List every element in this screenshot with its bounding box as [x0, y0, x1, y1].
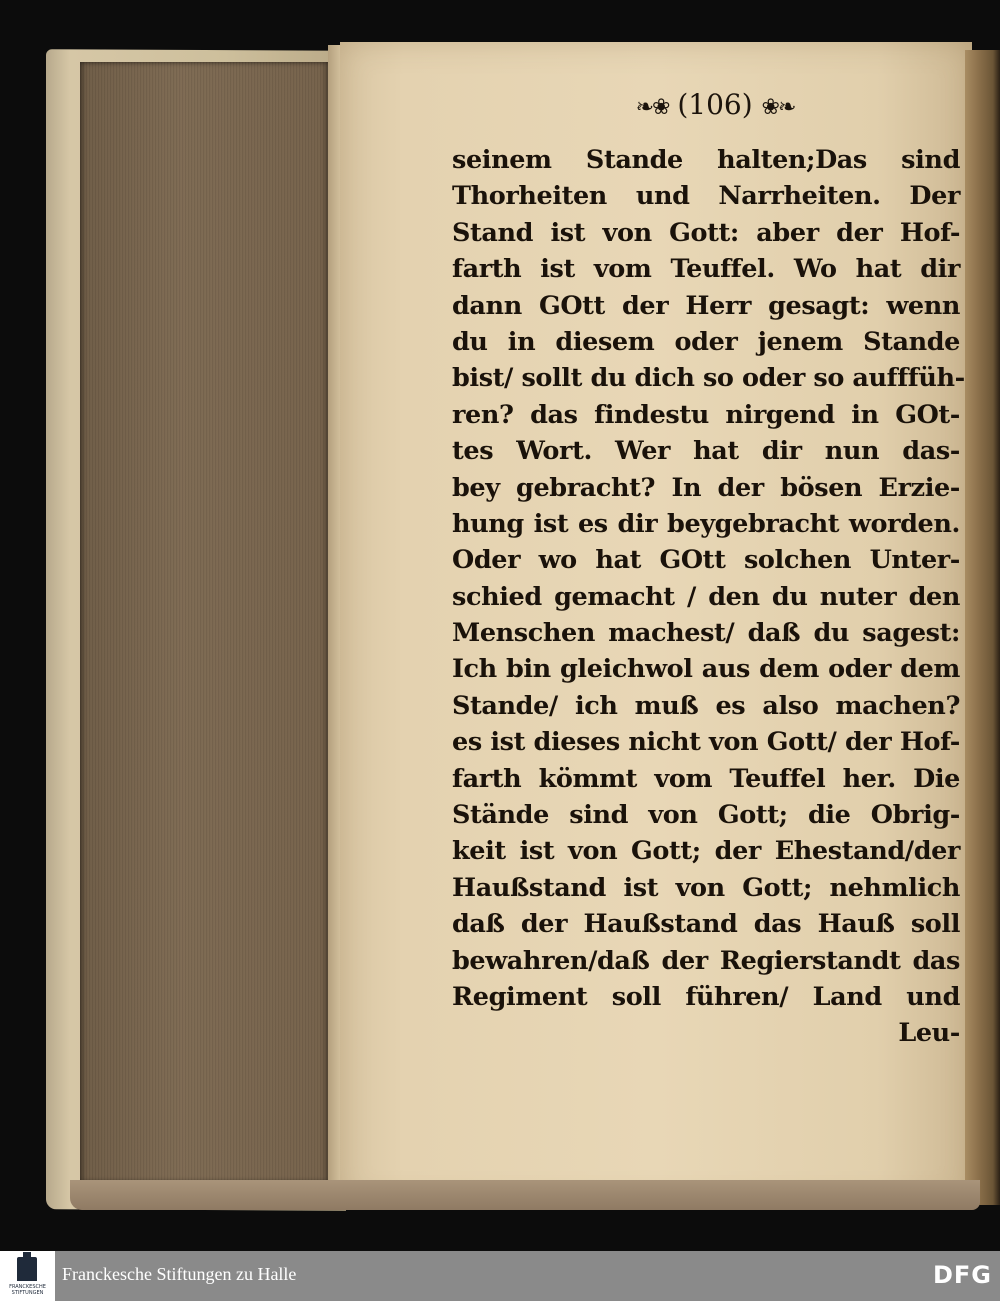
text-line: bewahren/daß der Regierstandt das: [452, 945, 960, 976]
logo-text: FRANCKESCHE STIFTUNGEN: [9, 1284, 46, 1296]
text-line: Stand ist von Gott: aber der Hof-: [452, 217, 960, 248]
footer-bar: [0, 1251, 1000, 1301]
page-header: [605, 88, 825, 128]
ornament-right-icon: ❀❧: [761, 95, 795, 120]
text-line: Stände sind von Gott; die Obrig-: [452, 800, 960, 831]
text-line: ren? das findestu nirgend in GOt-: [452, 399, 960, 430]
ornament-left-icon: ❧❀: [635, 95, 669, 120]
building-icon: [17, 1257, 37, 1281]
text-line: Menschen machest/ daß du sagest:: [452, 618, 960, 649]
text-line: Ich bin gleichwol aus dem oder dem: [452, 654, 960, 685]
text-line: Stande/ ich muß es also machen?: [452, 690, 960, 721]
text-line: bey gebracht? In der bösen Erzie-: [452, 472, 960, 503]
text-line: farth kömmt vom Teuffel her. Die: [452, 763, 960, 794]
text-line: daß der Haußstand das Hauß soll: [452, 909, 960, 940]
text-line: Thorheiten und Narrheiten. Der: [452, 181, 960, 212]
text-line: Haußstand ist von Gott; nehmlich: [452, 872, 960, 903]
page-number: (106): [677, 88, 753, 121]
text-line: du in diesem oder jenem Stande: [452, 326, 960, 357]
text-line: farth ist vom Teuffel. Wo hat dir: [452, 254, 960, 285]
text-line: schied gemacht / den du nuter den: [452, 581, 960, 612]
page-edges: [80, 62, 330, 1182]
text-line: Oder wo hat GOtt solchen Unter-: [452, 545, 960, 576]
text-line: Regiment soll führen/ Land und: [452, 981, 960, 1012]
text-line: bist/ sollt du dich so oder so aufffüh-: [452, 363, 965, 394]
text-line: tes Wort. Wer hat dir nun das-: [452, 436, 960, 467]
text-line: hung ist es dir beygebracht worden.: [452, 508, 960, 539]
catchword: Leu-: [898, 1018, 960, 1049]
page-body-text: [452, 142, 965, 1052]
institution-name[interactable]: Franckesche Stiftungen zu Halle: [62, 1264, 297, 1284]
text-line: dann GOtt der Herr gesagt: wenn: [452, 290, 960, 321]
bottom-cover: [70, 1180, 980, 1210]
dfg-logo[interactable]: DFG: [932, 1261, 992, 1289]
text-line: seinem Stande halten;Das sind: [452, 145, 960, 175]
text-line: keit ist von Gott; der Ehestand/der: [452, 836, 960, 867]
text-line: es ist dieses nicht von Gott/ der Hof-: [452, 727, 960, 758]
institution-logo[interactable]: [0, 1251, 55, 1301]
fore-edge: [965, 50, 1000, 1205]
